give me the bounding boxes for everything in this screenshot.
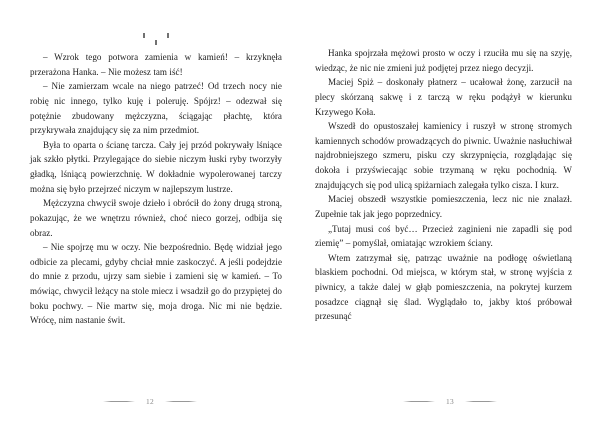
paragraph: „Tutaj musi coś być… Przecież zaginieni nie zapadli się pod ziemię” – pomyślał, omiatając wzrokiem ściany. bbox=[315, 223, 572, 249]
paragraph: – Nie spojrzę mu w oczy. Nie bezpośrednio. Będę widział jego odbicie za plecami, gdyby chciał mnie zaskoczyć. A jeśli podejdzie do mnie z przodu, ujrzy sam siebie i zamieni się w kamień. – To mówiąc, chwycił leżący na stole miecz i wsadził go do przypiętej do boku pochwy. – Nie martw się, moja droga. Nic mi nie będzie. Wrócę, nim nastanie świt. bbox=[30, 242, 282, 326]
paragraph: Wtem zatrzymał się, patrząc uważnie na podłogę oświetlaną blaskiem pochodni. Od miejsca, w którym stał, w stronę wyjścia z piwnicy, a także dalej w głąb pomieszczenia, na pokrytej kurzem posadzce ciągnął się ślad. Wyglądało to, jakby ktoś próbował przesunąć bbox=[315, 252, 572, 322]
left-page-footer bbox=[0, 397, 300, 406]
left-page-body bbox=[30, 50, 282, 328]
paragraph: Wszedł do opustoszałej kamienicy i ruszył w stronę stromych kamiennych schodów prowadzących do piwnic. Uważnie nasłuchiwał najdrobniejszego szmeru, pisku czy skrzypnięcia, rozglądając się dokoła i przyświecając sobie trzymaną w ręku pochodnią. W znajdujących się pod ulicą spiżarniach zalegała tylko cisza. I kurz. bbox=[315, 121, 572, 190]
asterism-icon bbox=[143, 33, 169, 46]
paragraph: Mężczyzna chwycił swoje dzieło i obrócił do żony drugą stroną, pokazując, że we wnętrzu również, choć nieco gorzej, odbija się obraz. bbox=[30, 198, 282, 238]
page-number: 13 bbox=[446, 397, 454, 406]
right-page bbox=[300, 0, 600, 424]
paragraph: Hanka spojrzała mężowi prosto w oczy i rzuciła mu się na szyję, wiedząc, że nic nie zmieni już podjętej przez niego decyzji. bbox=[315, 48, 572, 73]
footer-rule-left bbox=[403, 401, 435, 402]
paragraph: Maciej obszedł wszystkie pomieszczenia, lecz nic nie znalazł. Zupełnie tak jak jego poprzednicy. bbox=[315, 194, 572, 219]
asterism-ornament bbox=[30, 0, 282, 50]
right-page-body bbox=[315, 0, 572, 324]
right-page-footer bbox=[300, 397, 600, 406]
page-number: 12 bbox=[146, 397, 154, 406]
paragraph: Maciej Spiż – doskonały płatnerz – ucałował żonę, zarzucił na plecy skórzaną sakwę i z tarczą w ręku podążył w kierunku Krzywego Koła. bbox=[315, 77, 572, 117]
paragraph: – Nie zamierzam wcale na niego patrzeć! Od trzech nocy nie robię nic innego, tylko kuję i poleruję. Spójrz! – odezwał się potężnie zbudowany mężczyzna, ściągając płachtę, która przykrywała znajdujący się za nim przedmiot. bbox=[30, 81, 282, 136]
footer-rule-right bbox=[465, 401, 497, 402]
footer-rule-right bbox=[165, 401, 197, 402]
paragraph: Była to oparta o ścianę tarcza. Cały jej przód pokrywały lśniące jak szkło płytki. Przylegające do siebie niczym łuski ryby tworzyły gładką, lśniącą powierzchnię. W dokładnie wypolerowanej tarczy można się było przejrzeć niczym w najlepszym lustrze. bbox=[30, 139, 282, 194]
paragraph: – Wzrok tego potwora zamienia w kamień! – krzyknęła przerażona Hanka. – Nie możesz tam iść! bbox=[30, 52, 282, 77]
footer-rule-left bbox=[103, 401, 135, 402]
